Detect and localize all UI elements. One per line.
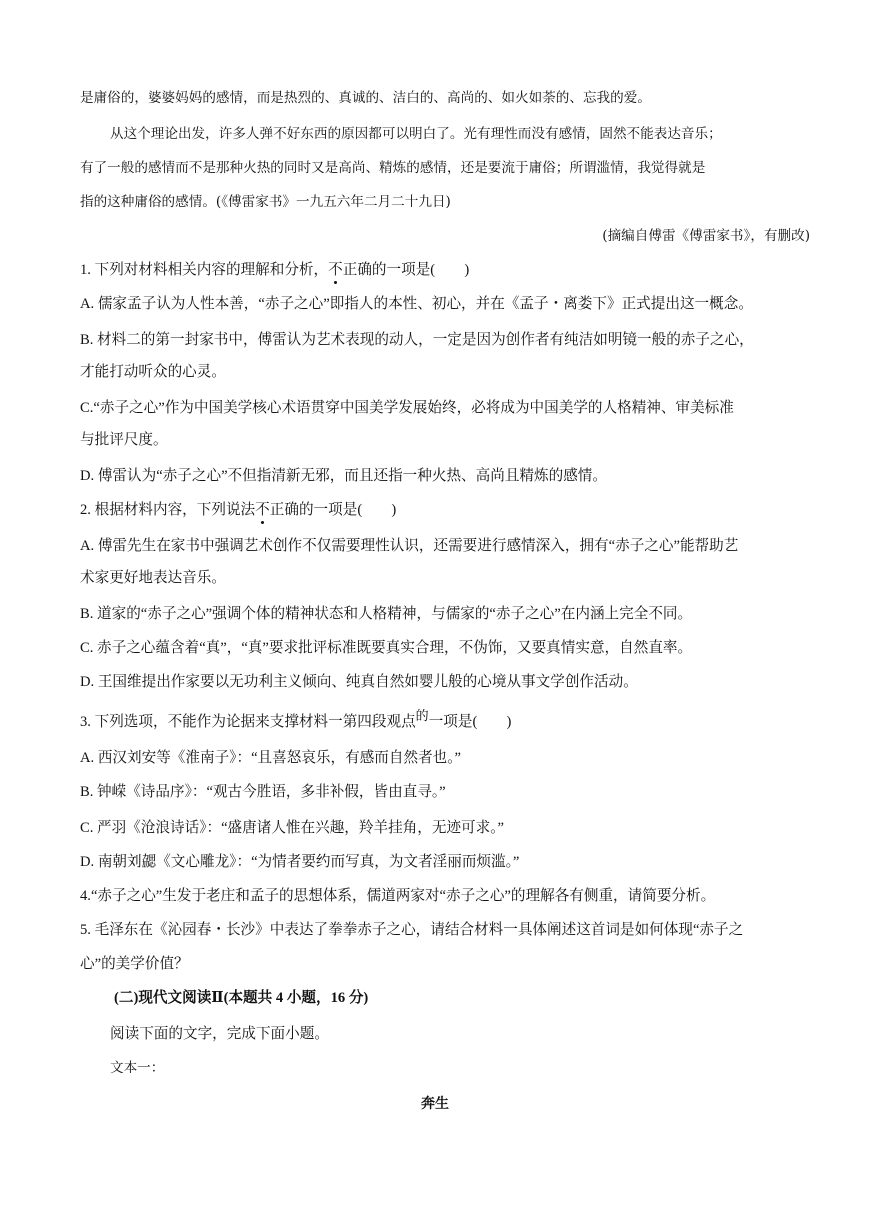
question-5-line-1: 5. 毛泽东在《沁园春・长沙》中表达了拳拳赤子之心，请结合材料一具体阐述这首词是如何体现“赤子之 [80, 922, 744, 938]
passage-line-3: 有了一般的感情而不是那种火热的同时又是高尚、精炼的感情，还是要流于庸俗；所谓滥情，我觉得就是 [80, 160, 706, 176]
question-1-stem: 1. 下列对材料相关内容的理解和分析，不正确的一项是( ) [80, 262, 470, 278]
article-title: 奔生 [421, 1096, 449, 1112]
q3-option-a: A. 西汉刘安等《淮南子》：“且喜怒哀乐，有感而自然者也。” [80, 750, 462, 766]
question-2-stem: 2. 根据材料内容，下列说法不正确的一项是( ) [80, 502, 397, 518]
passage-line-4: 指的这种庸俗的感情。(《傅雷家书》一九五六年二月二十九日) [80, 194, 451, 210]
question-5-line-2: 心”的美学价值？ [80, 956, 189, 972]
q1-option-c-line-1: C.“赤子之心”作为中国美学核心术语贯穿中国美学发展始终，必将成为中国美学的人格精神、审美标准 [80, 400, 734, 416]
q3-option-c: C. 严羽《沧浪诗话》：“盛唐诸人惟在兴趣，羚羊挂角，无迹可求。” [80, 820, 505, 836]
emphasis-dot: 不 [255, 502, 270, 518]
q1-option-b-line-2: 才能打动听众的心灵。 [80, 364, 226, 380]
q3-option-d: D. 南朝刘勰《文心雕龙》：“为情者要约而写真，为文者淫丽而烦滥。” [80, 854, 520, 870]
passage-source: (摘编自傅雷《傅雷家书》，有删改) [602, 228, 810, 244]
q2-option-d: D. 王国维提出作家要以无功利主义倾向、纯真自然如婴儿般的心境从事文学创作活动。 [80, 674, 638, 690]
q1-option-a: A. 儒家孟子认为人性本善，“赤子之心”即指人的本性、初心，并在《孟子・离娄下》正式提出这一概念。 [80, 296, 753, 312]
text-label: 文本一： [110, 1060, 165, 1076]
q1-option-b-line-1: B. 材料二的第一封家书中，傅雷认为艺术表现的动人，一定是因为创作者有纯洁如明镜一般的赤子之心， [80, 332, 754, 348]
q2-option-b: B. 道家的“赤子之心”强调个体的精神状态和人格精神，与儒家的“赤子之心”在内涵上完全不同。 [80, 606, 693, 622]
passage-line-2: 从这个理论出发，许多人弹不好东西的原因都可以明白了。光有理性而没有感情，固然不能表达音乐； [110, 126, 722, 142]
question-4: 4.“赤子之心”生发于老庄和孟子的思想体系，儒道两家对“赤子之心”的理解各有侧重，请简要分析。 [80, 888, 716, 904]
section-instruction: 阅读下面的文字，完成下面小题。 [110, 1026, 329, 1042]
q2-option-a-line-2: 术家更好地表达音乐。 [80, 570, 226, 586]
emphasis-dot: 不 [328, 262, 343, 278]
passage-line-1: 是庸俗的，婆婆妈妈的感情，而是热烈的、真诚的、洁白的、高尚的、如火如荼的、忘我的爱。 [80, 90, 651, 106]
q1-option-d: D. 傅雷认为“赤子之心”不但指清新无邪，而且还指一种火热、高尚且精炼的感情。 [80, 468, 607, 484]
q2-option-c: C. 赤子之心蕴含着“真”，“真”要求批评标准既要真实合理，不伪饰，又要真情实意，自然直率。 [80, 640, 693, 656]
q2-option-a-line-1: A. 傅雷先生在家书中强调艺术创作不仅需要理性认识，还需要进行感情深入，拥有“赤子之心”能帮助艺 [80, 538, 739, 554]
section-heading: (二)现代文阅读Ⅱ(本题共 4 小题，16 分) [114, 990, 369, 1006]
q3-option-b: B. 钟嵘《诗品序》：“观古今胜语，多非补假，皆由直寻。” [80, 784, 446, 800]
q1-option-c-line-2: 与批评尺度。 [80, 432, 168, 448]
question-3-stem: 3. 下列选项，不能作为论据来支撑材料一第四段观点的一项是( ) [80, 708, 512, 730]
